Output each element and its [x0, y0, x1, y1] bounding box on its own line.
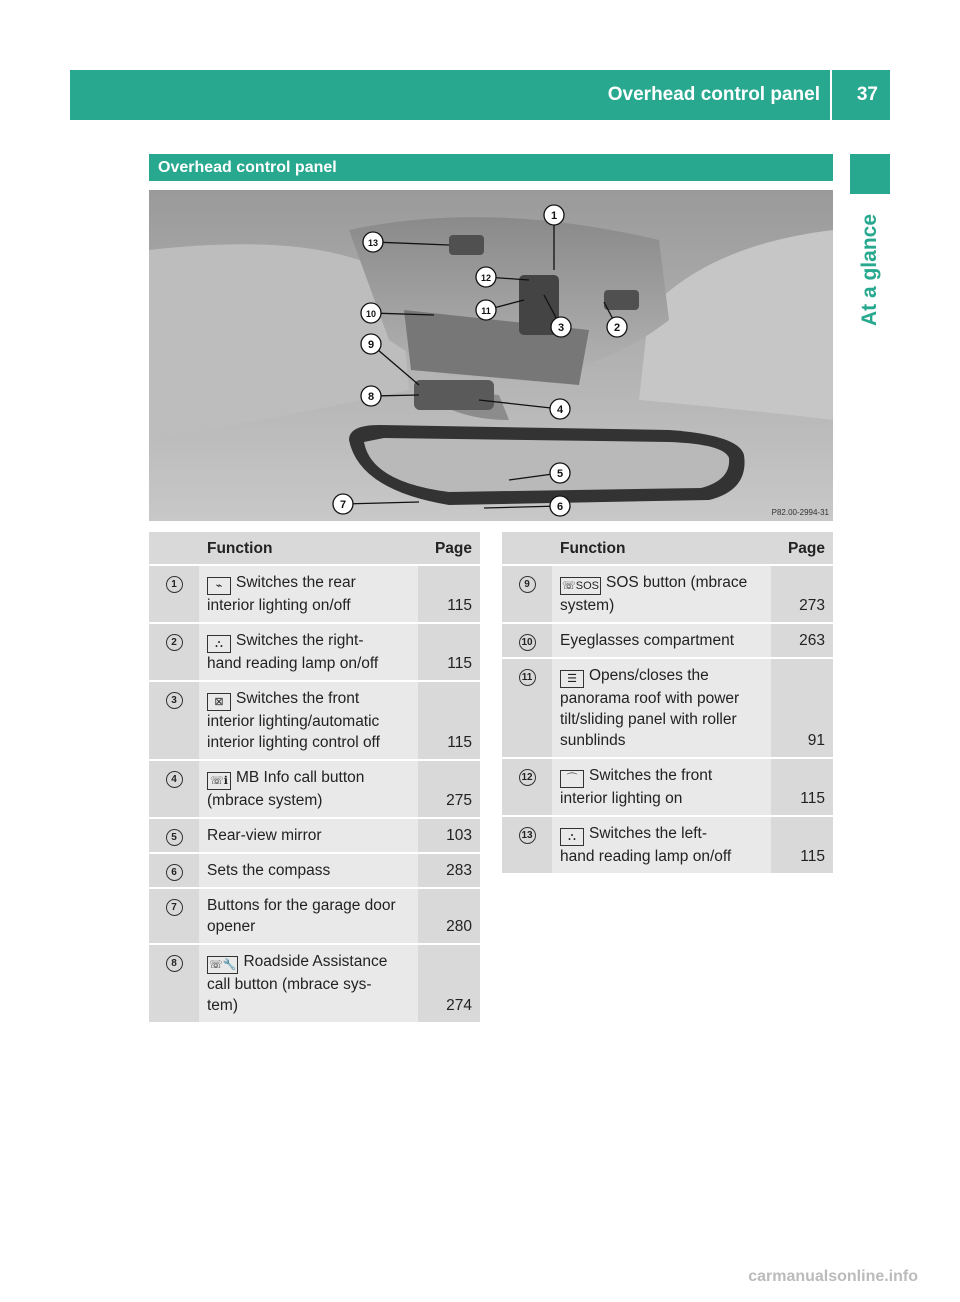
row-number-cell	[502, 759, 552, 817]
row-number: 5	[166, 829, 183, 846]
header-separator	[830, 70, 832, 120]
table-row	[502, 759, 833, 817]
header-function: Function	[552, 532, 771, 566]
callout-label-5: 5	[556, 468, 564, 480]
function-text-line: Buttons for the garage door	[207, 897, 396, 914]
header-function: Function	[199, 532, 418, 566]
function-text-line: hand reading lamp on/off	[207, 655, 379, 672]
callout-label-3: 3	[557, 322, 565, 334]
table-row	[149, 854, 480, 889]
row-number: 1	[166, 576, 183, 593]
row-number-cell	[149, 682, 199, 761]
page-reference: 275	[418, 761, 480, 819]
row-number: 11	[519, 669, 536, 686]
function-text-line: tem)	[207, 997, 238, 1014]
function-text-line: hand reading lamp on/off	[560, 848, 732, 865]
footer-watermark: carmanualsonline.info	[748, 1268, 918, 1285]
function-text-line: Sets the compass	[207, 862, 331, 879]
function-text-line: Rear-view mirror	[207, 827, 322, 844]
callout-label-11: 11	[481, 306, 491, 316]
callout-label-12: 12	[480, 273, 492, 283]
function-text-line: interior lighting/automatic	[207, 713, 380, 730]
row-number-cell	[149, 624, 199, 682]
table-row	[149, 682, 480, 761]
row-number-cell	[502, 817, 552, 875]
row-number: 3	[166, 692, 183, 709]
row-number-cell	[149, 819, 199, 854]
function-text-line: tilt/sliding panel with roller	[560, 711, 737, 728]
page-reference: 283	[418, 854, 480, 889]
page-reference: 115	[771, 759, 833, 817]
table-row	[149, 819, 480, 854]
function-text-line: interior lighting control off	[207, 734, 380, 751]
row-number: 9	[519, 576, 536, 593]
function-cell	[199, 945, 418, 1024]
page-reference: 115	[418, 566, 480, 624]
side-tab-text: At a glance	[858, 213, 881, 327]
function-cell	[199, 682, 418, 761]
side-tab-marker	[850, 154, 890, 194]
callout-label-2: 2	[613, 322, 621, 334]
callout-label-6: 6	[556, 501, 564, 513]
table-row	[502, 659, 833, 759]
header-page: Page	[418, 532, 480, 566]
callout-label-1: 1	[550, 210, 558, 222]
front-interior-light-off-icon: ⊠	[207, 693, 231, 711]
callout-label-4: 4	[556, 404, 564, 416]
function-text-line: Switches the left-	[589, 825, 708, 842]
header-blank	[149, 532, 199, 566]
function-cell	[199, 819, 418, 854]
side-tab-label	[850, 200, 890, 340]
callout-label-10: 10	[365, 309, 377, 319]
row-number: 6	[166, 864, 183, 881]
function-text-line: SOS button (mbrace	[606, 574, 748, 591]
function-cell	[552, 759, 771, 817]
function-cell	[199, 854, 418, 889]
callout-label-13: 13	[367, 238, 379, 248]
page-reference: 115	[418, 682, 480, 761]
page-reference: 115	[771, 817, 833, 875]
reading-lamp-icon: ⛬	[560, 828, 584, 846]
page-reference: 103	[418, 819, 480, 854]
callout-label-9: 9	[367, 339, 375, 351]
row-number-cell	[149, 889, 199, 945]
section-heading	[149, 154, 833, 181]
function-table-right	[502, 532, 833, 875]
header-blank	[502, 532, 552, 566]
row-number-cell	[502, 624, 552, 659]
row-number-cell	[502, 659, 552, 759]
section-title: Overhead control panel	[158, 159, 337, 176]
row-number: 10	[519, 634, 536, 651]
header-title: Overhead control panel	[607, 84, 820, 105]
mb-info-call-icon: ☏ℹ	[207, 772, 231, 790]
reading-lamp-icon: ⛬	[207, 635, 231, 653]
page-reference: 263	[771, 624, 833, 659]
function-cell	[552, 624, 771, 659]
function-table-left	[149, 532, 480, 1024]
function-text-line: opener	[207, 918, 256, 935]
row-number: 2	[166, 634, 183, 651]
function-text-line: (mbrace system)	[207, 792, 323, 809]
function-cell	[552, 566, 771, 624]
page-number: 37	[856, 84, 878, 105]
row-number-cell	[149, 761, 199, 819]
row-number-cell	[149, 945, 199, 1024]
table-row	[149, 566, 480, 624]
panorama-roof-icon: ☰	[560, 670, 584, 688]
page-reference: 115	[418, 624, 480, 682]
overhead-panel-photo	[149, 190, 833, 521]
table-row	[149, 945, 480, 1024]
function-text-line: panorama roof with power	[560, 690, 740, 707]
row-number: 8	[166, 955, 183, 972]
function-cell	[199, 889, 418, 945]
table-row	[149, 761, 480, 819]
function-text-line: call button (mbrace sys-	[207, 976, 372, 993]
row-number-cell	[149, 566, 199, 624]
callout-label-7: 7	[339, 499, 347, 511]
function-cell	[199, 761, 418, 819]
function-text-line: Switches the right-	[236, 632, 364, 649]
row-number-cell	[502, 566, 552, 624]
rear-interior-light-icon: ⌁	[207, 577, 231, 595]
function-cell	[199, 624, 418, 682]
function-cell	[199, 566, 418, 624]
row-number: 13	[519, 827, 536, 844]
roadside-assistance-icon: ☏🔧	[207, 956, 238, 974]
front-interior-light-on-icon: ⌒	[560, 770, 584, 788]
row-number: 4	[166, 771, 183, 788]
page-reference: 280	[418, 889, 480, 945]
page-reference: 273	[771, 566, 833, 624]
figure-code: P82.00-2994-31	[771, 508, 829, 517]
function-text-line: Switches the rear	[236, 574, 356, 591]
table-row	[149, 624, 480, 682]
function-text-line: Eyeglasses compartment	[560, 632, 735, 649]
function-text-line: Roadside Assistance	[243, 953, 388, 970]
function-cell	[552, 817, 771, 875]
function-text-line: MB Info call button	[236, 769, 365, 786]
table-row	[502, 817, 833, 875]
row-number: 7	[166, 899, 183, 916]
page-reference: 91	[771, 659, 833, 759]
row-number: 12	[519, 769, 536, 786]
row-number-cell	[149, 854, 199, 889]
function-cell	[552, 659, 771, 759]
function-text-line: sunblinds	[560, 732, 626, 749]
sos-icon: ☏SOS	[560, 577, 601, 595]
table-row	[502, 566, 833, 624]
table-row	[502, 624, 833, 659]
function-text-line: system)	[560, 597, 615, 614]
callout-label-8: 8	[367, 391, 375, 403]
page-reference: 274	[418, 945, 480, 1024]
table-row	[149, 889, 480, 945]
function-text-line: interior lighting on/off	[207, 597, 351, 614]
header-page: Page	[771, 532, 833, 566]
function-text-line: Switches the front	[236, 690, 360, 707]
function-text-line: interior lighting on	[560, 790, 683, 807]
running-header	[70, 70, 890, 120]
function-text-line: Opens/closes the	[589, 667, 709, 684]
function-text-line: Switches the front	[589, 767, 713, 784]
